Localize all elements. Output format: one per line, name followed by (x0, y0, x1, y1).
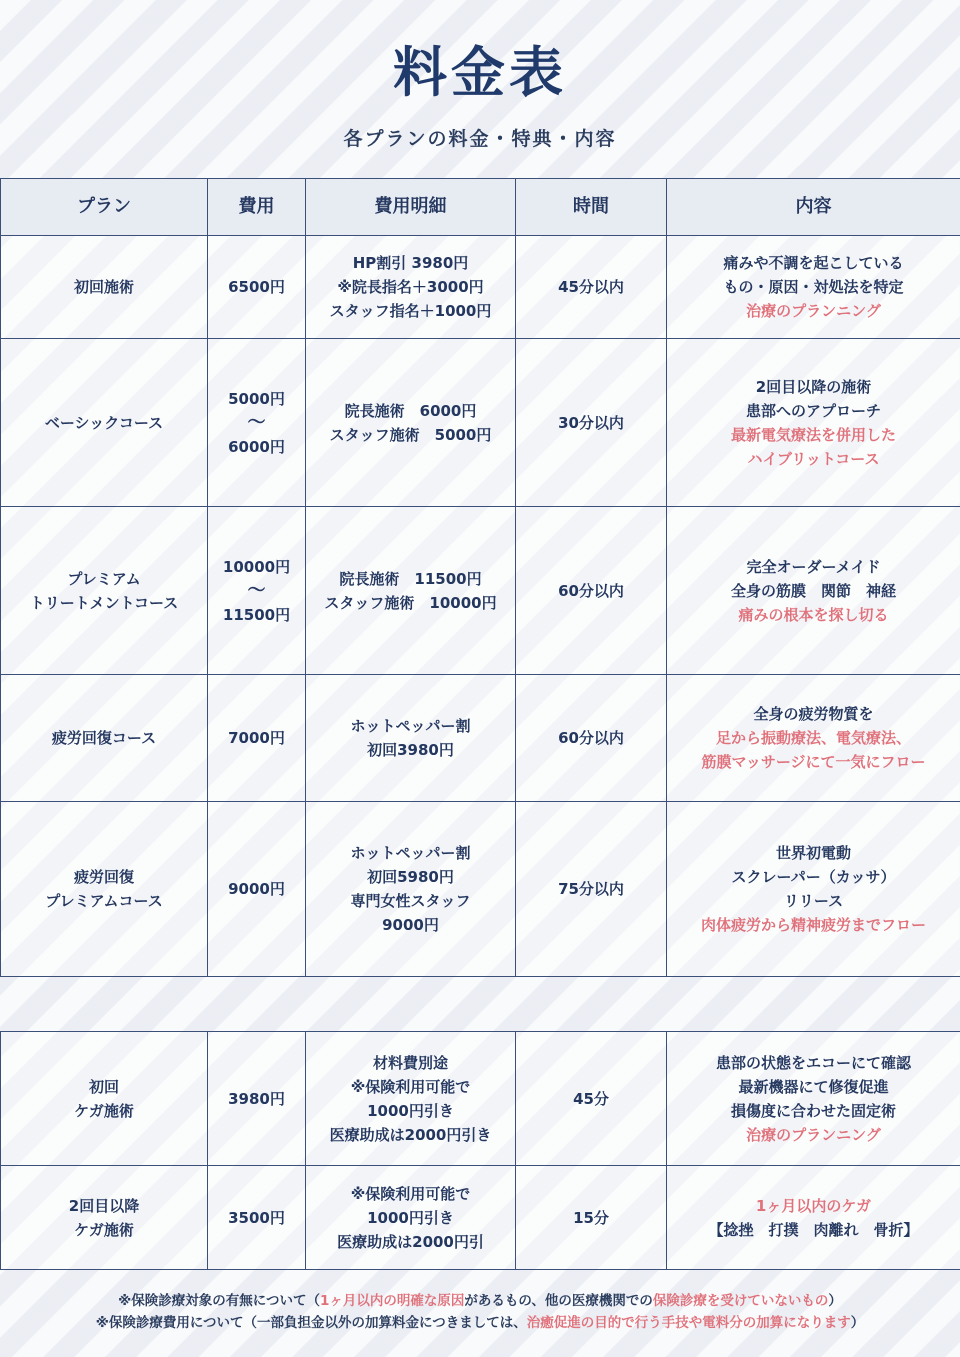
table-row (1, 675, 960, 802)
content-cell: 2回目以降の施術 患部へのアプローチ 最新電気療法を併用した ハイブリットコース (667, 339, 960, 507)
time-cell: 30分以内 (516, 339, 667, 507)
table-row (1, 1166, 960, 1270)
plan-cell: 初回 ケガ施術 (1, 1032, 208, 1166)
header-content: 内容 (667, 179, 960, 236)
content-cell: 世界初電動 スクレーパー（カッサ） リリース 肉体疲労から精神疲労までフロー (667, 802, 960, 977)
table-row (1, 802, 960, 977)
header-price: 費用 (208, 179, 306, 236)
time-cell: 60分以内 (516, 507, 667, 675)
insurance-eligibility-note: ※保険診療対象の有無について（1ヶ月以内の明確な原因があるもの、他の医療機関での保険診療を受けていないもの） (118, 1293, 842, 1309)
table-row (1, 339, 960, 507)
time-cell: 60分以内 (516, 675, 667, 802)
header-time: 時間 (516, 179, 667, 236)
time-cell: 15分 (516, 1166, 667, 1270)
detail-cell: 院長施術 11500円 スタッフ施術 10000円 (306, 507, 516, 675)
detail-cell: ホットペッパー割 初回5980円 専門女性スタッフ 9000円 (306, 802, 516, 977)
insurance-cost-note: ※保険診療費用について（一部負担金以外の加算料金につきましては、治癒促進の目的で行う手技や電料分の加算になります） (95, 1315, 865, 1331)
table-row (1, 1032, 960, 1166)
page-subtitle: 各プランの料金・特典・内容 (343, 128, 617, 150)
plan-cell: 初回施術 (1, 236, 208, 339)
detail-cell: ホットペッパー割 初回3980円 (306, 675, 516, 802)
plan-cell: ベーシックコース (1, 339, 208, 507)
page-title: 料金表 (393, 41, 567, 104)
footnotes (0, 1290, 960, 1334)
fee-table (0, 178, 960, 1270)
time-cell: 45分以内 (516, 236, 667, 339)
detail-cell: ※保険利用可能で 1000円引き 医療助成は2000円引 (306, 1166, 516, 1270)
detail-cell: 院長施術 6000円 スタッフ施術 5000円 (306, 339, 516, 507)
price-cell: 6500円 (208, 236, 306, 339)
content-cell: 完全オーダーメイド 全身の筋膜 関節 神経 痛みの根本を探し切る (667, 507, 960, 675)
price-cell: 3980円 (208, 1032, 306, 1166)
table-row (1, 236, 960, 339)
table-header-row (1, 179, 960, 236)
content-cell: 1ヶ月以内のケガ 【捻挫 打撲 肉離れ 骨折】 (667, 1166, 960, 1270)
price-cell: 3500円 (208, 1166, 306, 1270)
plan-cell: プレミアム トリートメントコース (1, 507, 208, 675)
content-cell: 患部の状態をエコーにて確認 最新機器にて修復促進 損傷度に合わせた固定術 治療のプランニング (667, 1032, 960, 1166)
price-cell: 5000円 〜 6000円 (208, 339, 306, 507)
plan-cell: 2回目以降 ケガ施術 (1, 1166, 208, 1270)
price-cell: 10000円 〜 11500円 (208, 507, 306, 675)
table-row (1, 507, 960, 675)
detail-cell: 材料費別途 ※保険利用可能で 1000円引き 医療助成は2000円引き (306, 1032, 516, 1166)
gap-cell (1, 977, 960, 1032)
header-plan: プラン (1, 179, 208, 236)
header-detail: 費用明細 (306, 179, 516, 236)
plan-cell: 疲労回復 プレミアムコース (1, 802, 208, 977)
time-cell: 75分以内 (516, 802, 667, 977)
price-cell: 7000円 (208, 675, 306, 802)
price-cell: 9000円 (208, 802, 306, 977)
content-cell: 痛みや不調を起こしている もの・原因・対処法を特定 治療のプランニング (667, 236, 960, 339)
table-gap-row (1, 977, 960, 1032)
detail-cell: HP割引 3980円 ※院長指名＋3000円 スタッフ指名＋1000円 (306, 236, 516, 339)
content-cell: 全身の疲労物質を 足から振動療法、電気療法、 筋膜マッサージにて一気にフロー (667, 675, 960, 802)
time-cell: 45分 (516, 1032, 667, 1166)
plan-cell: 疲労回復コース (1, 675, 208, 802)
